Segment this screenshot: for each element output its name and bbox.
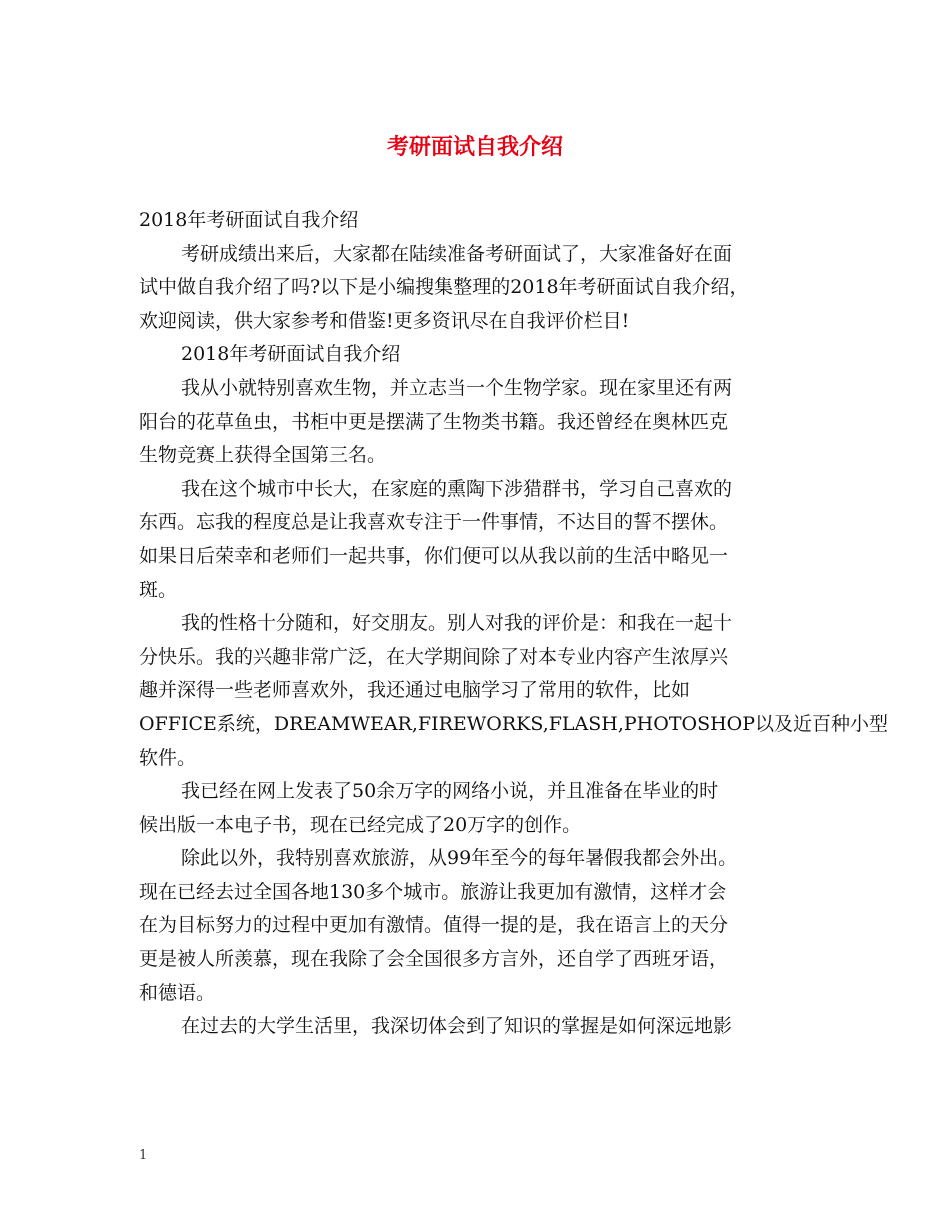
body-line: 我已经在网上发表了50余万字的网络小说，并且准备在毕业的时	[181, 780, 719, 803]
body-line: 2018年考研面试自我介绍	[139, 209, 359, 231]
body-line: 我从小就特别喜欢生物，并立志当一个生物学家。现在家里还有两	[181, 376, 733, 399]
body-line: 欢迎阅读，供大家参考和借鉴!更多资讯尽在自我评价栏目!	[139, 309, 630, 332]
body-line: 软件。	[139, 746, 197, 769]
body-line: 更是被人所羡慕，现在我除了会全国很多方言外，还自学了西班牙语，	[139, 948, 729, 971]
body-line: 现在已经去过全国各地130多个城市。旅游让我更加有激情，这样才会	[139, 880, 727, 903]
body-line: 在为目标努力的过程中更加有激情。值得一提的是，我在语言上的天分	[139, 914, 729, 937]
body-line: 2018年考研面试自我介绍	[181, 343, 401, 366]
document-body	[139, 204, 889, 1044]
body-line: 阳台的花草鱼虫，书柜中更是摆满了生物类书籍。我还曾经在奥林匹克	[139, 410, 729, 433]
body-line: OFFICE系统，DREAMWEAR,FIREWORKS,FLASH,PHOTOSHOP以及近百种小型	[139, 712, 889, 735]
body-line: 斑。	[139, 578, 178, 601]
body-line: 分快乐。我的兴趣非常广泛，在大学期间除了对本专业内容产生浓厚兴	[139, 645, 729, 668]
body-line: 除此以外，我特别喜欢旅游，从99年至今的每年暑假我都会外出。	[181, 847, 738, 870]
body-line: 和德语。	[139, 981, 216, 1004]
body-line: 趣并深得一些老师喜欢外，我还通过电脑学习了常用的软件，比如	[139, 679, 691, 702]
body-line: 试中做自我介绍了吗?以下是小编搜集整理的2018年考研面试自我介绍，	[139, 276, 749, 299]
body-line: 考研成绩出来后，大家都在陆续准备考研面试了，大家准备好在面	[181, 242, 733, 265]
body-line: 我的性格十分随和，好交朋友。别人对我的评价是：和我在一起十	[181, 612, 733, 635]
body-line: 东西。忘我的程度总是让我喜欢专注于一件事情，不达目的誓不摆休。	[139, 511, 729, 534]
page-number: 1	[139, 1148, 148, 1163]
body-line: 如果日后荣幸和老师们一起共事，你们便可以从我以前的生活中略见一	[139, 544, 729, 567]
body-line: 我在这个城市中长大，在家庭的熏陶下涉猎群书，学习自己喜欢的	[181, 477, 733, 500]
body-line: 生物竞赛上获得全国第三名。	[139, 444, 387, 467]
body-line: 在过去的大学生活里，我深切体会到了知识的掌握是如何深远地影	[181, 1015, 733, 1038]
document-title: 考研面试自我介绍	[386, 134, 563, 160]
body-line: 候出版一本电子书，现在已经完成了20万字的创作。	[139, 813, 582, 836]
